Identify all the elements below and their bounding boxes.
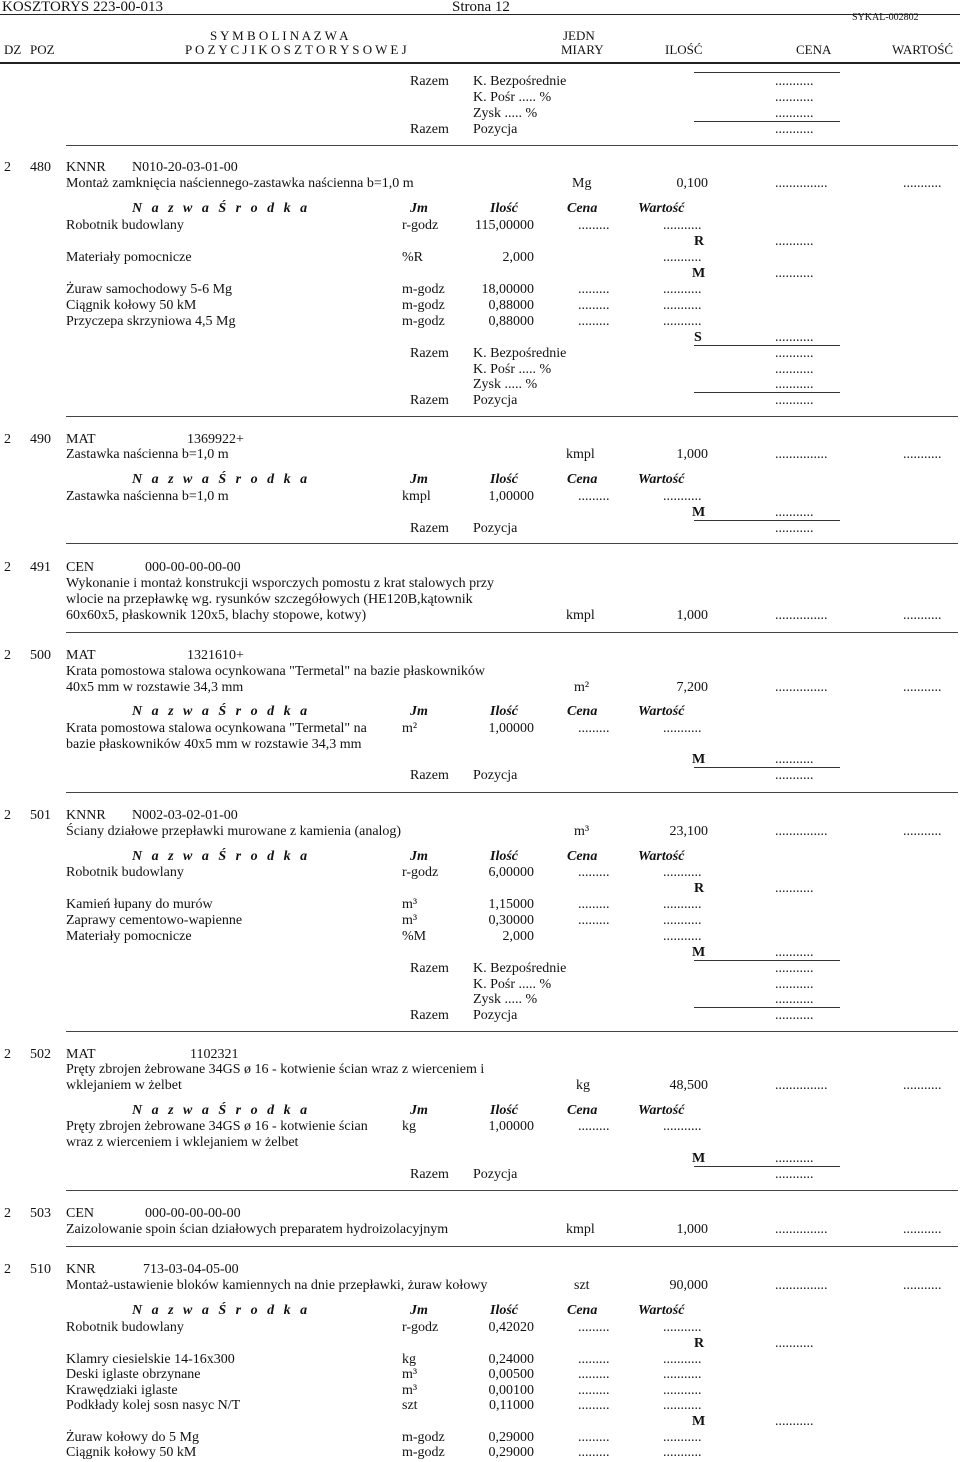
item-wartosc-dots: ...........: [903, 447, 942, 462]
resource-qty: 1,00000: [488, 489, 534, 504]
summary-k-bezp: K. Bezpośrednie: [473, 961, 567, 976]
item-wartosc-dots: ...........: [903, 1222, 942, 1237]
resource-wartosc-dots: ...........: [663, 298, 702, 313]
item-code: 000-00-00-00-00: [145, 560, 241, 575]
resource-cena-dots: .........: [578, 282, 610, 297]
resource-wartosc-dots: ...........: [663, 1367, 702, 1382]
item-code: 1369922+: [187, 432, 244, 447]
subtotal-M: M: [692, 945, 706, 960]
summary-dots: ...........: [775, 377, 814, 392]
resource-cena-dots: .........: [578, 1320, 610, 1335]
resource-qty: 0,29000: [488, 1445, 534, 1460]
resource-jm: %M: [402, 929, 427, 944]
resource-name: Ciągnik kołowy 50 kM: [66, 298, 197, 313]
item-jm: kmpl: [566, 447, 595, 462]
resource-jm: r-godz: [402, 1320, 439, 1335]
resource-jm: m³: [402, 1383, 418, 1398]
item-desc-line1: Pręty zbrojen żebrowane 34GS ø 16 - kotwienie ścian wraz z wierceniem i: [66, 1062, 485, 1077]
subtotal-dots: ...........: [775, 945, 814, 960]
item-separator: [66, 543, 958, 544]
resource-header-nazwa: N a z w a Ś r o d k a: [132, 1103, 311, 1118]
summary-k-bezp: K. Bezpośrednie: [473, 346, 567, 361]
resource-header-ilosc: Ilość: [490, 704, 518, 719]
resource-wartosc-dots: ...........: [663, 489, 702, 504]
resource-cena-dots: .........: [578, 1383, 610, 1398]
resource-jm: m³: [402, 913, 418, 928]
item-qty: 1,000: [676, 447, 708, 462]
item-wartosc-dots: ...........: [903, 1278, 942, 1293]
summary-dots: ...........: [775, 393, 814, 408]
summary-dots: ...........: [775, 1167, 814, 1182]
item-qty: 23,100: [669, 824, 708, 839]
resource-name: Żuraw samochodowy 5-6 Mg: [66, 282, 233, 297]
resource-wartosc-dots: ...........: [663, 1119, 702, 1134]
item-jm: kg: [576, 1078, 590, 1093]
subtotal-R: R: [694, 234, 705, 249]
resource-cena-dots: .........: [578, 1398, 610, 1413]
sum-underline: [694, 345, 840, 346]
page-header: [0, 0, 960, 62]
summary-k-bezp: K. Bezpośrednie: [473, 74, 567, 89]
sum-underline: [694, 960, 840, 961]
item-jm: kmpl: [566, 1222, 595, 1237]
resource-wartosc-dots: ...........: [663, 721, 702, 736]
summary-zysk: Zysk ..... %: [473, 992, 538, 1007]
resource-qty: 0,00500: [488, 1367, 534, 1382]
resource-name: Robotnik budowlany: [66, 218, 184, 233]
resource-jm: m-godz: [402, 298, 445, 313]
item-desc-line1: Wykonanie i montaż konstrukcji wsporczych pomostu z krat stalowych przy: [66, 576, 494, 591]
item-cena-dots: ...............: [775, 176, 828, 191]
resource-header-nazwa: N a z w a Ś r o d k a: [132, 1303, 311, 1318]
resource-wartosc-dots: ...........: [663, 1430, 702, 1445]
item-separator: [66, 1031, 958, 1032]
resource-jm: kg: [402, 1119, 416, 1134]
resource-cena-dots: .........: [578, 865, 610, 880]
summary-k-posr: K. Pośr ..... %: [473, 90, 552, 105]
resource-qty: 0,88000: [488, 314, 534, 329]
resource-qty: 0,29000: [488, 1430, 534, 1445]
item-separator: [66, 145, 958, 146]
summary-razem: Razem: [410, 122, 449, 137]
resource-header-cena: Cena: [567, 472, 598, 487]
resource-qty: 1,15000: [488, 897, 534, 912]
item-desc-line2: wklejaniem w żelbet: [66, 1078, 182, 1093]
item-jm: kmpl: [566, 608, 595, 623]
item-poz: 510: [30, 1262, 51, 1277]
resource-wartosc-dots: ...........: [663, 1320, 702, 1335]
resource-name: Podkłady kolej sosn nasyc N/T: [66, 1398, 241, 1413]
summary-dots: ...........: [775, 90, 814, 105]
col-cena: CENA: [796, 42, 832, 57]
summary-dots: ...........: [775, 977, 814, 992]
header-rule-bottom: [0, 62, 960, 64]
resource-cena-dots: .........: [578, 1367, 610, 1382]
resource-jm: m-godz: [402, 314, 445, 329]
item-jm: Mg: [572, 176, 592, 191]
item-qty: 90,000: [669, 1278, 708, 1293]
item-code: N002-03-02-01-00: [132, 808, 238, 823]
item-base: CEN: [66, 560, 94, 575]
resource-name: Żuraw kołowy do 5 Mg: [66, 1430, 199, 1445]
resource-wartosc-dots: ...........: [663, 314, 702, 329]
resource-qty: 18,00000: [481, 282, 534, 297]
sum-underline: [694, 767, 840, 768]
resource-wartosc-dots: ...........: [663, 929, 702, 944]
item-qty: 48,500: [669, 1078, 708, 1093]
item-wartosc-dots: ...........: [903, 824, 942, 839]
resource-wartosc-dots: ...........: [663, 1352, 702, 1367]
resource-header-jm: Jm: [410, 201, 428, 216]
resource-header-wartosc: Wartość: [638, 1303, 685, 1318]
sum-underline: [694, 72, 840, 73]
resource-jm: kg: [402, 1352, 416, 1367]
resource-name: Robotnik budowlany: [66, 865, 184, 880]
item-poz: 480: [30, 160, 51, 175]
resource-name: Zastawka naścienna b=1,0 m: [66, 489, 229, 504]
item-wartosc-dots: ...........: [903, 176, 942, 191]
col-dz: DZ: [4, 42, 22, 57]
resource-header-ilosc: Ilość: [490, 472, 518, 487]
summary-dots: ...........: [775, 961, 814, 976]
resource-header-wartosc: Wartość: [638, 1103, 685, 1118]
resource-jm: %R: [402, 250, 423, 265]
item-base: MAT: [66, 1047, 96, 1062]
subtotal-dots: ...........: [775, 752, 814, 767]
resource-header-ilosc: Ilość: [490, 1103, 518, 1118]
item-cena-dots: ...............: [775, 447, 828, 462]
summary-razem: Razem: [410, 1167, 449, 1182]
resource-header-jm: Jm: [410, 849, 428, 864]
summary-razem: Razem: [410, 74, 449, 89]
resource-cena-dots: .........: [578, 218, 610, 233]
item-dz: 2: [4, 560, 11, 575]
item-wartosc-dots: ...........: [903, 680, 942, 695]
resource-name-line2: bazie płaskowników 40x5 mm w rozstawie 34,3 mm: [66, 737, 362, 752]
resource-jm: m-godz: [402, 282, 445, 297]
resource-jm: m-godz: [402, 1445, 445, 1460]
item-desc: Zastawka naścienna b=1,0 m: [66, 447, 229, 462]
summary-razem: Razem: [410, 521, 449, 536]
item-base: MAT: [66, 648, 96, 663]
summary-pozycja: Pozycja: [473, 521, 518, 536]
item-cena-dots: ...............: [775, 680, 828, 695]
resource-jm: m²: [402, 721, 418, 736]
resource-qty: 6,00000: [488, 865, 534, 880]
resource-header-jm: Jm: [410, 704, 428, 719]
item-qty: 0,100: [676, 176, 708, 191]
sum-underline: [694, 520, 840, 521]
item-dz: 2: [4, 648, 11, 663]
subtotal-dots: ...........: [775, 266, 814, 281]
resource-header-jm: Jm: [410, 472, 428, 487]
col-wartosc: WARTOŚĆ: [892, 42, 954, 57]
sum-underline: [694, 1166, 840, 1167]
resource-jm: szt: [402, 1398, 418, 1413]
item-dz: 2: [4, 1262, 11, 1277]
resource-cena-dots: .........: [578, 489, 610, 504]
subtotal-dots: ...........: [775, 1151, 814, 1166]
item-base: CEN: [66, 1206, 94, 1221]
resource-wartosc-dots: ...........: [663, 1383, 702, 1398]
resource-wartosc-dots: ...........: [663, 897, 702, 912]
resource-wartosc-dots: ...........: [663, 282, 702, 297]
resource-wartosc-dots: ...........: [663, 913, 702, 928]
resource-cena-dots: .........: [578, 1119, 610, 1134]
resource-cena-dots: .........: [578, 1445, 610, 1460]
item-separator: [66, 1246, 958, 1247]
resource-name: Robotnik budowlany: [66, 1320, 184, 1335]
summary-pozycja: Pozycja: [473, 122, 518, 137]
item-jm: m²: [574, 680, 590, 695]
resource-name: Krawędziaki iglaste: [66, 1383, 178, 1398]
summary-razem: Razem: [410, 961, 449, 976]
resource-name: Ciągnik kołowy 50 kM: [66, 1445, 197, 1460]
resource-name: Materiały pomocnicze: [66, 250, 192, 265]
resource-qty: 0,30000: [488, 913, 534, 928]
resource-qty: 2,000: [502, 929, 534, 944]
summary-dots: ...........: [775, 992, 814, 1007]
item-cena-dots: ...............: [775, 1222, 828, 1237]
summary-k-posr: K. Pośr ..... %: [473, 362, 552, 377]
resource-jm: m³: [402, 897, 418, 912]
header-rule-top: [0, 14, 960, 15]
summary-dots: ...........: [775, 106, 814, 121]
summary-razem: Razem: [410, 393, 449, 408]
resource-jm: r-godz: [402, 218, 439, 233]
item-code: 000-00-00-00-00: [145, 1206, 241, 1221]
resource-wartosc-dots: ...........: [663, 218, 702, 233]
col-jedn-line1: JEDN: [563, 28, 595, 43]
resource-jm: r-godz: [402, 865, 439, 880]
summary-razem: Razem: [410, 1008, 449, 1023]
doc-code: SYKAL-002802: [852, 12, 919, 23]
item-dz: 2: [4, 1047, 11, 1062]
resource-name: Klamry ciesielskie 14-16x300: [66, 1352, 235, 1367]
item-desc: Montaż zamknięcia naściennego-zastawka naścienna b=1,0 m: [66, 176, 414, 191]
subtotal-M: M: [692, 266, 706, 281]
subtotal-R: R: [694, 881, 705, 896]
item-code: 713-03-04-05-00: [143, 1262, 239, 1277]
page-number: Strona 12: [452, 0, 510, 15]
item-separator: [66, 792, 958, 793]
summary-razem: Razem: [410, 346, 449, 361]
resource-name-line2: wraz z wierceniem i wklejaniem w żelbet: [66, 1135, 299, 1150]
sum-underline: [694, 392, 840, 393]
resource-name: Kamień łupany do murów: [66, 897, 213, 912]
resource-cena-dots: .........: [578, 1430, 610, 1445]
resource-header-wartosc: Wartość: [638, 472, 685, 487]
resource-jm: m³: [402, 1367, 418, 1382]
resource-qty: 1,00000: [488, 1119, 534, 1134]
item-jm: szt: [574, 1278, 590, 1293]
item-base: MAT: [66, 432, 96, 447]
summary-dots: ...........: [775, 1008, 814, 1023]
item-qty: 7,200: [676, 680, 708, 695]
resource-cena-dots: .........: [578, 298, 610, 313]
resource-jm: kmpl: [402, 489, 431, 504]
item-jm: m³: [574, 824, 590, 839]
item-poz: 500: [30, 648, 51, 663]
resource-cena-dots: .........: [578, 897, 610, 912]
resource-header-wartosc: Wartość: [638, 849, 685, 864]
item-dz: 2: [4, 432, 11, 447]
item-desc: Montaż-ustawienie bloków kamiennych na dnie przepławki, żuraw kołowy: [66, 1278, 488, 1293]
summary-pozycja: Pozycja: [473, 393, 518, 408]
item-separator: [66, 632, 958, 633]
resource-header-cena: Cena: [567, 704, 598, 719]
resource-wartosc-dots: ...........: [663, 250, 702, 265]
subtotal-M: M: [692, 1151, 706, 1166]
item-base: KNNR: [66, 160, 106, 175]
resource-wartosc-dots: ...........: [663, 865, 702, 880]
resource-wartosc-dots: ...........: [663, 1445, 702, 1460]
summary-pozycja: Pozycja: [473, 1167, 518, 1182]
item-cena-dots: ...............: [775, 608, 828, 623]
item-code: 1102321: [190, 1047, 239, 1062]
resource-header-nazwa: N a z w a Ś r o d k a: [132, 849, 311, 864]
resource-cena-dots: .........: [578, 721, 610, 736]
resource-qty: 0,24000: [488, 1352, 534, 1367]
resource-header-cena: Cena: [567, 1303, 598, 1318]
summary-dots: ...........: [775, 122, 814, 137]
resource-header-ilosc: Ilość: [490, 849, 518, 864]
subtotal-dots: ...........: [775, 505, 814, 520]
item-qty: 1,000: [676, 1222, 708, 1237]
item-poz: 491: [30, 560, 51, 575]
subtotal-dots: ...........: [775, 1414, 814, 1429]
resource-name: Przyczepa skrzyniowa 4,5 Mg: [66, 314, 236, 329]
col-symbol-line2: P O Z Y C J I K O S Z T O R Y S O W E J: [185, 42, 407, 57]
resource-cena-dots: .........: [578, 314, 610, 329]
summary-pozycja: Pozycja: [473, 768, 518, 783]
item-dz: 2: [4, 160, 11, 175]
resource-name: Materiały pomocnicze: [66, 929, 192, 944]
resource-cena-dots: .........: [578, 913, 610, 928]
summary-dots: ...........: [775, 74, 814, 89]
resource-header-nazwa: N a z w a Ś r o d k a: [132, 472, 311, 487]
resource-cena-dots: .........: [578, 1352, 610, 1367]
col-jedn-line2: MIARY: [561, 42, 604, 57]
item-desc: Zaizolowanie spoin ścian działowych preparatem hydroizolacyjnym: [66, 1222, 449, 1237]
resource-name: Zaprawy cementowo-wapienne: [66, 913, 243, 928]
subtotal-dots: ...........: [775, 1336, 814, 1351]
item-desc-line3: 60x60x5, płaskownik 120x5, blachy stopowe, kotwy): [66, 608, 367, 623]
resource-qty: 115,00000: [475, 218, 534, 233]
item-qty: 1,000: [676, 608, 708, 623]
resource-qty: 2,000: [502, 250, 534, 265]
resource-header-jm: Jm: [410, 1103, 428, 1118]
resource-header-wartosc: Wartość: [638, 704, 685, 719]
subtotal-M: M: [692, 1414, 706, 1429]
item-desc-line2: wlocie na przepławkę wg. rysunków szczegółowych (HE120B,kątownik: [66, 592, 473, 607]
summary-pozycja: Pozycja: [473, 1008, 518, 1023]
item-poz: 501: [30, 808, 51, 823]
col-ilosc: ILOŚĆ: [665, 42, 703, 57]
resource-header-cena: Cena: [567, 201, 598, 216]
resource-qty: 0,11000: [489, 1398, 534, 1413]
item-poz: 503: [30, 1206, 51, 1221]
item-wartosc-dots: ...........: [903, 1078, 942, 1093]
item-separator: [66, 1190, 958, 1191]
item-cena-dots: ...............: [775, 1078, 828, 1093]
resource-header-wartosc: Wartość: [638, 201, 685, 216]
item-desc-line1: Krata pomostowa stalowa ocynkowana "Termetal" na bazie płaskowników: [66, 664, 486, 679]
resource-header-nazwa: N a z w a Ś r o d k a: [132, 201, 311, 216]
resource-header-ilosc: Ilość: [490, 1303, 518, 1318]
summary-dots: ...........: [775, 768, 814, 783]
sum-underline: [694, 1007, 840, 1008]
item-separator: [66, 416, 958, 417]
summary-dots: ...........: [775, 346, 814, 361]
resource-header-ilosc: Ilość: [490, 201, 518, 216]
sum-underline: [694, 121, 840, 122]
resource-jm: m-godz: [402, 1430, 445, 1445]
resource-name-line1: Pręty zbrojen żebrowane 34GS ø 16 - kotwienie ścian: [66, 1119, 368, 1134]
subtotal-M: M: [692, 505, 706, 520]
item-poz: 502: [30, 1047, 51, 1062]
resource-wartosc-dots: ...........: [663, 1398, 702, 1413]
col-symbol-line1: S Y M B O L I N A Z W A: [210, 28, 349, 43]
summary-dots: ...........: [775, 521, 814, 536]
resource-qty: 0,88000: [488, 298, 534, 313]
resource-name-line1: Krata pomostowa stalowa ocynkowana "Termetal" na: [66, 721, 367, 736]
summary-zysk: Zysk ..... %: [473, 377, 538, 392]
resource-header-cena: Cena: [567, 849, 598, 864]
item-desc-line2: 40x5 mm w rozstawie 34,3 mm: [66, 680, 244, 695]
item-poz: 490: [30, 432, 51, 447]
subtotal-M: M: [692, 752, 706, 767]
document-title: KOSZTORYS 223-00-013: [2, 0, 163, 15]
item-base: KNNR: [66, 808, 106, 823]
summary-razem: Razem: [410, 768, 449, 783]
item-cena-dots: ...............: [775, 1278, 828, 1293]
item-dz: 2: [4, 1206, 11, 1221]
item-wartosc-dots: ...........: [903, 608, 942, 623]
resource-name: Deski iglaste obrzynane: [66, 1367, 201, 1382]
resource-header-jm: Jm: [410, 1303, 428, 1318]
subtotal-dots: ...........: [775, 234, 814, 249]
item-base: KNR: [66, 1262, 96, 1277]
resource-header-nazwa: N a z w a Ś r o d k a: [132, 704, 311, 719]
summary-dots: ...........: [775, 362, 814, 377]
resource-qty: 0,00100: [488, 1383, 534, 1398]
item-code: N010-20-03-01-00: [132, 160, 238, 175]
item-desc: Ściany działowe przepławki murowane z kamienia (analog): [66, 824, 402, 839]
item-dz: 2: [4, 808, 11, 823]
item-cena-dots: ...............: [775, 824, 828, 839]
item-code: 1321610+: [187, 648, 244, 663]
subtotal-R: R: [694, 1336, 705, 1351]
col-poz: POZ: [30, 42, 55, 57]
resource-qty: 0,42020: [488, 1320, 534, 1335]
summary-zysk: Zysk ..... %: [473, 106, 538, 121]
resource-qty: 1,00000: [488, 721, 534, 736]
resource-header-cena: Cena: [567, 1103, 598, 1118]
subtotal-dots: ...........: [775, 881, 814, 896]
subtotal-S: S: [694, 330, 702, 345]
summary-k-posr: K. Pośr ..... %: [473, 977, 552, 992]
subtotal-dots: ...........: [775, 330, 814, 345]
